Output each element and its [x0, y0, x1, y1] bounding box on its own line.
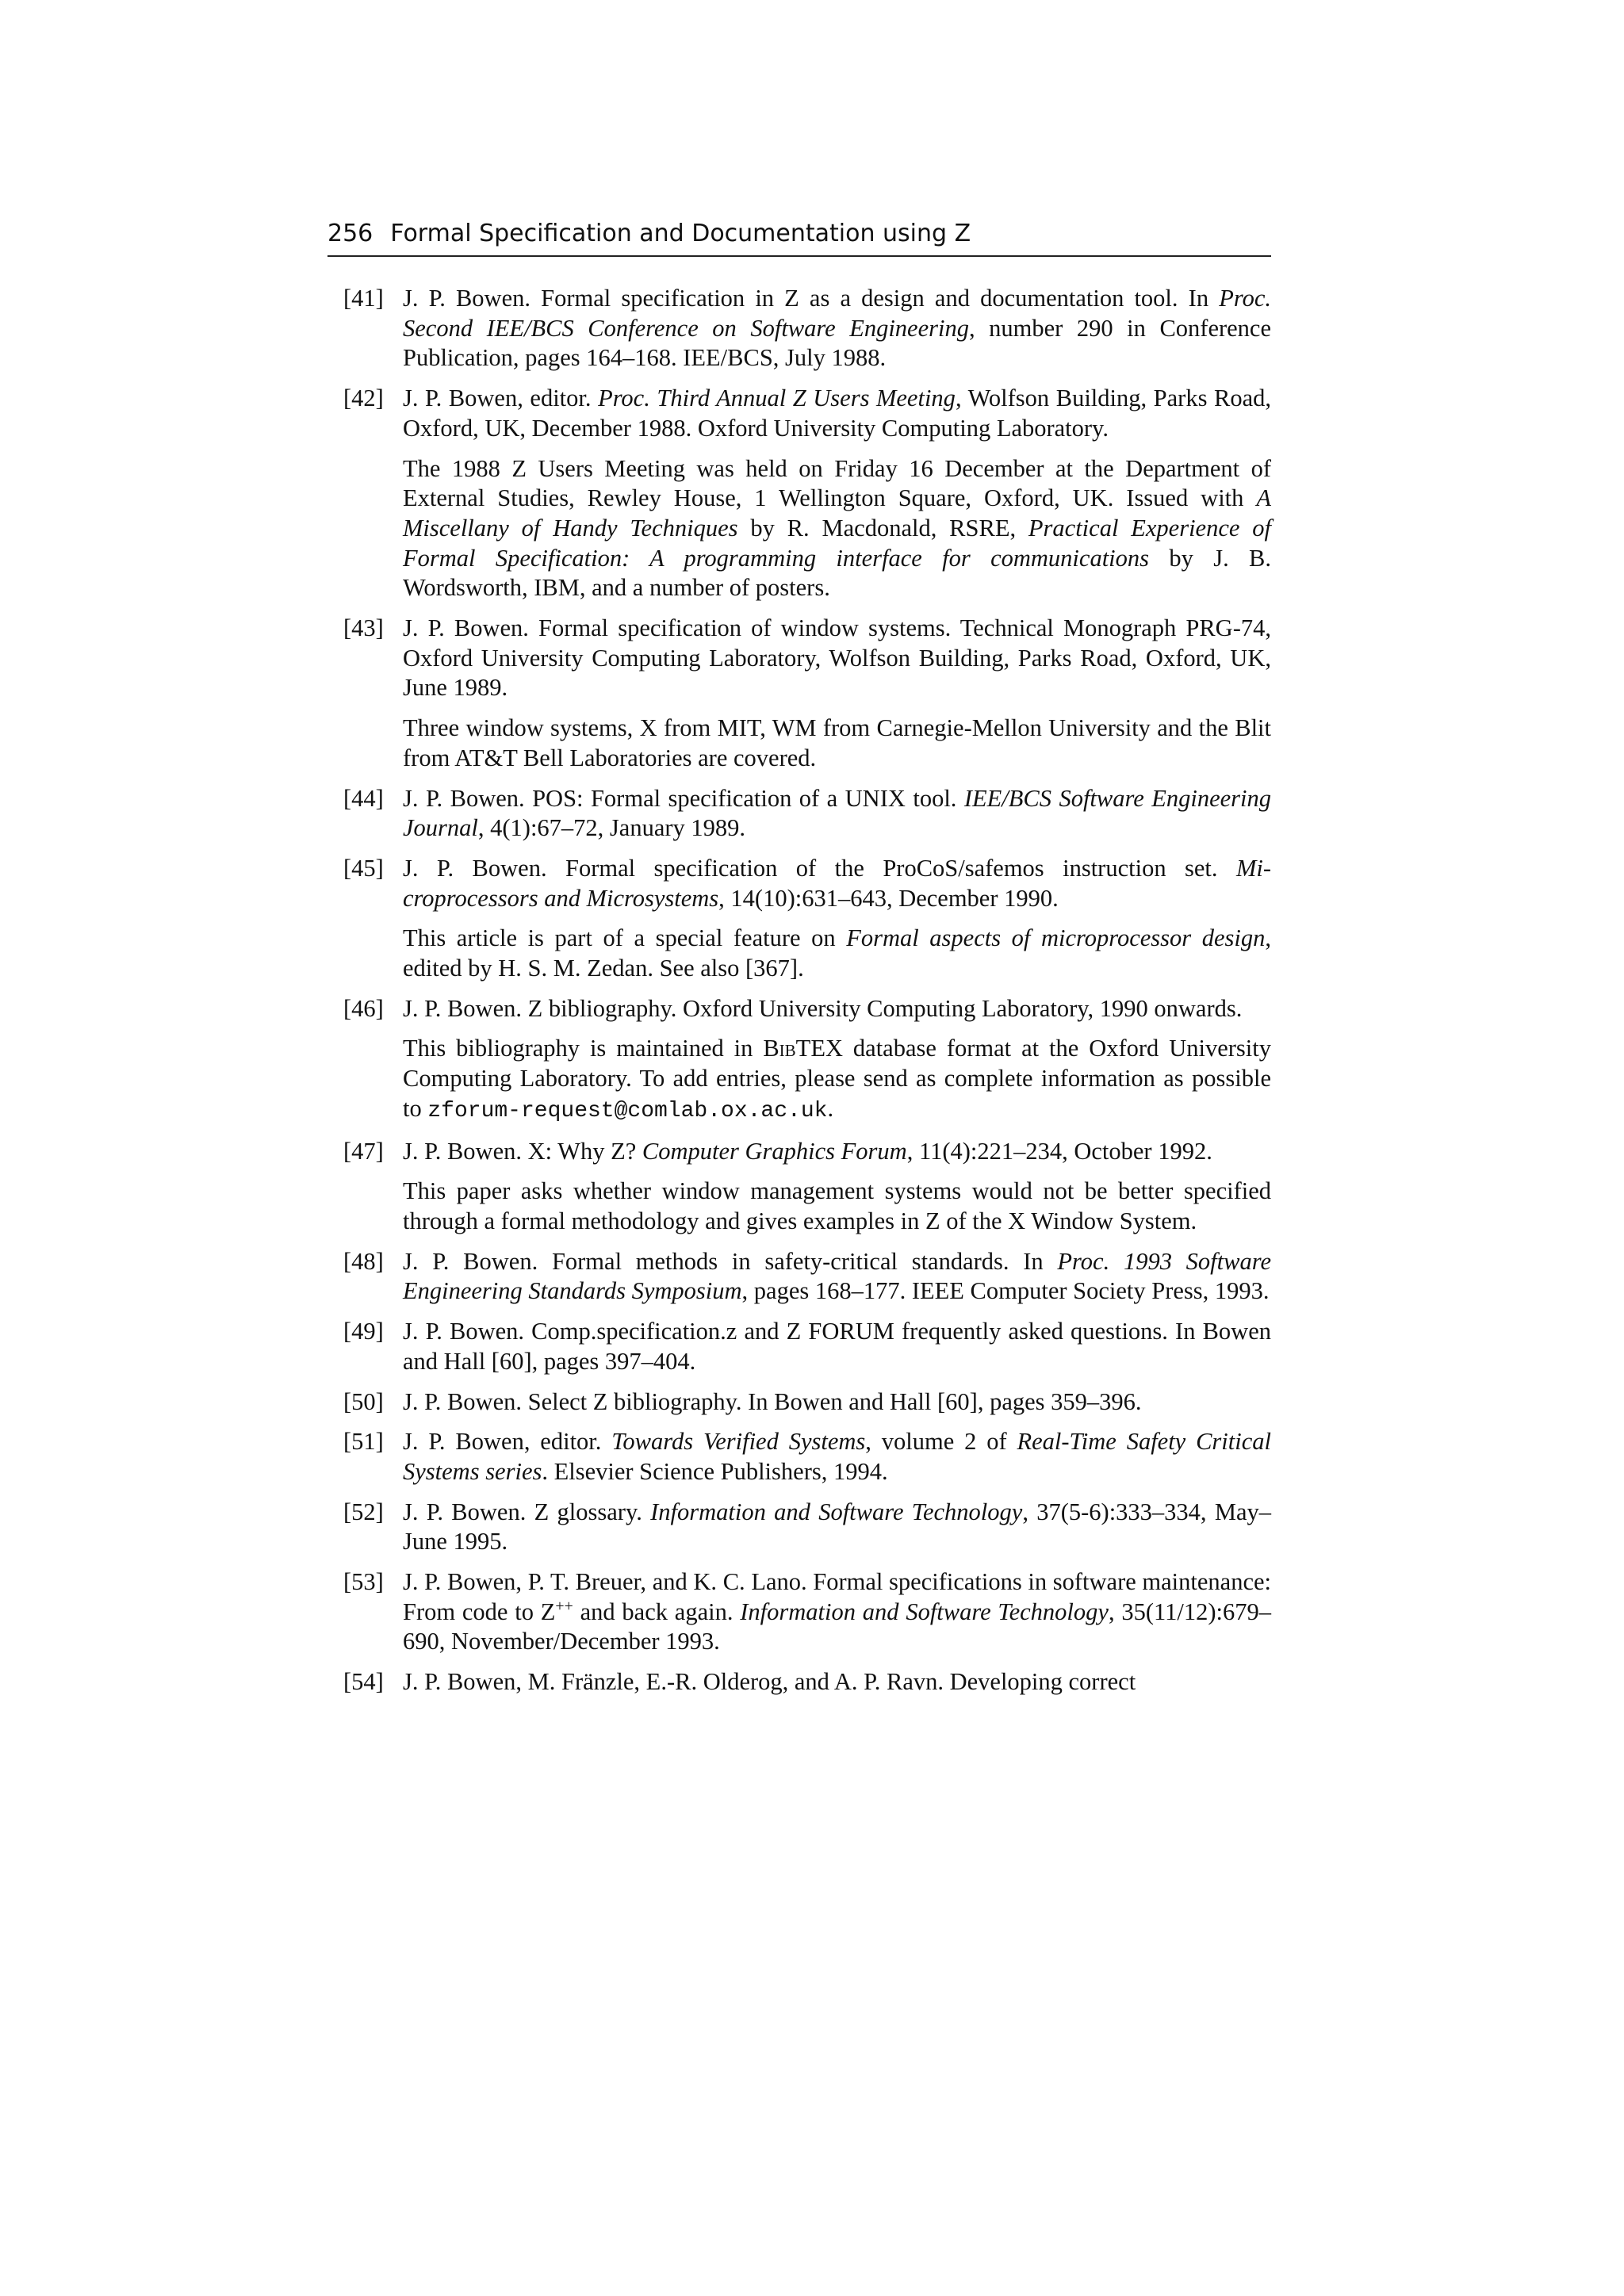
bib-text: J. P. Bowen. Formal specification in Z as a design and documentation tool. In Proc. Second IEE/BCS Conference on Software Engineering, number 290 in Conference Publication, pages 164–168. IEE/BCS, July 1988. — [403, 285, 1272, 372]
bib-label: [48] — [343, 1247, 384, 1275]
bib-annotation: This paper asks whether window management systems would not be better specified through a formal methodology and gives examples in Z of the X Window System. — [403, 1177, 1271, 1234]
bib-label: [44] — [343, 784, 384, 812]
bib-text: J. P. Bowen. Formal specification of window systems. Technical Monograph PRG-74, Oxford University Computing Laboratory, Wolfson Building, Parks Road, Oxford, UK, June 1989. — [403, 614, 1271, 702]
bib-text: J. P. Bowen. Comp.specification.z and Z FORUM frequently asked questions. In Bowen and Hall [60], pages 397–404. — [403, 1318, 1271, 1375]
bib-entry-46 — [327, 994, 1271, 1127]
bib-annotation: This article is part of a special feature on Formal aspects of microprocessor design, edited by H. S. M. Zedan. See also [367]. — [403, 924, 1271, 982]
email-address: zforum-request@comlab.ox.ac.uk — [427, 1098, 828, 1123]
bib-entry-52 — [327, 1498, 1271, 1557]
bib-text: J. P. Bowen. Formal specification of the ProCoS/safemos instruction set. Microprocessors and Microsystems, 14(10):631–643, December 1990. — [403, 854, 1271, 912]
bib-annotation: Three window systems, X from MIT, WM from Carnegie-Mellon University and the Blit from AT&T Bell Laboratories are covered. — [403, 714, 1271, 771]
bib-text: J. P. Bowen. Z bibliography. Oxford University Computing Laboratory, 1990 onwards. — [403, 994, 1243, 1022]
bib-label: [47] — [343, 1137, 384, 1165]
bib-label: [53] — [343, 1568, 384, 1596]
bib-label: [45] — [343, 854, 384, 882]
bib-label: [51] — [343, 1428, 384, 1456]
bib-annotation: The 1988 Z Users Meeting was held on Friday 16 December at the Department of External Studies, Rewley House, 1 Wellington Square, Oxford, UK. Issued with A Miscellany of Handy Techniques by R. Macdonald, RSRE, Practical Experience of Formal Specification: A programming interface for communications by J. B. Wordsworth, IBM, and a number of posters. — [403, 454, 1271, 602]
bib-label: [49] — [343, 1318, 384, 1345]
bib-label: [42] — [343, 385, 384, 412]
bib-entry-48 — [327, 1247, 1271, 1307]
bib-entry-49 — [327, 1317, 1271, 1376]
bib-entry-54 — [327, 1667, 1271, 1697]
bib-label: [43] — [343, 614, 384, 642]
bib-text: J. P. Bowen, editor. Proc. Third Annual Z Users Meeting, Wolfson Building, Parks Road, Oxford, UK, December 1988. Oxford University Computing Laboratory. — [403, 385, 1272, 442]
bib-entry-44 — [327, 784, 1271, 844]
bibtex-logo: BibTEX — [763, 1035, 843, 1062]
bib-entry-43 — [327, 614, 1271, 774]
running-title: Formal Specification and Documentation using Z — [390, 220, 971, 247]
bib-text: J. P. Bowen. X: Why Z? Computer Graphics Forum, 11(4):221–234, October 1992. — [403, 1137, 1212, 1165]
bib-label: [41] — [343, 285, 384, 312]
bibliography-list — [327, 284, 1271, 1708]
bib-entry-42 — [327, 384, 1271, 603]
bib-text: J. P. Bowen. Select Z bibliography. In Bowen and Hall [60], pages 359–396. — [403, 1387, 1142, 1415]
bib-label: [50] — [343, 1387, 384, 1415]
bib-entry-41 — [327, 284, 1271, 373]
bib-entry-53 — [327, 1567, 1271, 1657]
bib-entry-51 — [327, 1427, 1271, 1487]
bib-label: [46] — [343, 994, 384, 1022]
bib-text: J. P. Bowen. POS: Formal specification of a UNIX tool. IEE/BCS Software Engineering Journal, 4(1):67–72, January 1989. — [403, 784, 1271, 842]
page-number: 256 — [327, 220, 373, 247]
bib-entry-47 — [327, 1137, 1271, 1237]
bib-text: J. P. Bowen, M. Fränzle, E.-R. Olderog, and A. P. Ravn. Developing correct — [403, 1668, 1136, 1696]
bib-text: J. P. Bowen. Z glossary. Information and Software Technology, 37(5-6):333–334, May–June 1995. — [403, 1498, 1271, 1556]
bib-label: [52] — [343, 1498, 384, 1525]
bib-entry-45 — [327, 854, 1271, 984]
bib-text: J. P. Bowen, editor. Towards Verified Systems, volume 2 of Real-Time Safety Critical Systems series. Elsevier Science Publishers, 1994. — [403, 1428, 1271, 1485]
bib-text: J. P. Bowen. Formal methods in safety-critical standards. In Proc. 1993 Software Engineering Standards Symposium, pages 168–177. IEEE Computer Society Press, 1993. — [403, 1247, 1271, 1305]
bib-text: J. P. Bowen, P. T. Breuer, and K. C. Lano. Formal specifications in software maintenance: From code to Z++ and back again. Information and Software Technology, 35(11/12):679–690, November/December 1993. — [403, 1568, 1271, 1655]
bib-entry-50 — [327, 1387, 1271, 1418]
bib-annotation: This bibliography is maintained in BibTEX database format at the Oxford University Computing Laboratory. To add entries, please send as complete information as possible to zforum-request@comlab.ox.ac.uk. — [403, 1035, 1271, 1123]
bib-label: [54] — [343, 1668, 384, 1696]
running-header — [327, 212, 1271, 257]
